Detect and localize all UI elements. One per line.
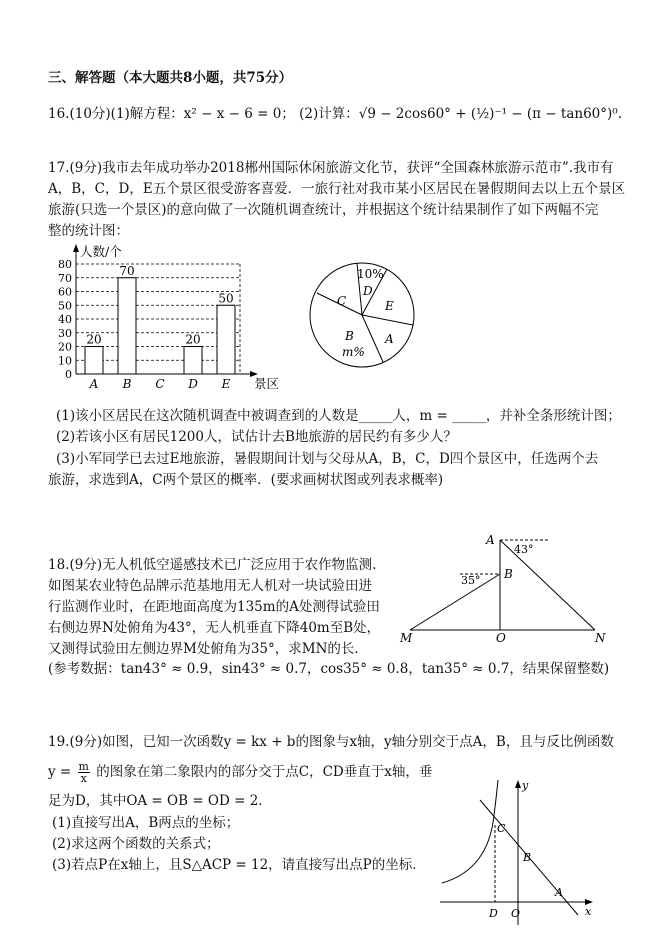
label-c: C [497, 822, 506, 835]
q17-part-3: (3)小军同学已去过E地旅游，暑假期间计划与父母从A，B，C，D四个景区中，任选两个去 [56, 451, 599, 467]
q18-figure [390, 530, 620, 645]
pie-label-d: D [363, 284, 373, 298]
bar-value-label: 50 [218, 291, 234, 306]
angle-35: 35° [461, 574, 481, 587]
q18-line: 如图某农业特色品牌示范基地用无人机对一块试验田进 [48, 578, 372, 594]
bar-chart [40, 238, 280, 393]
y-tick-label: 60 [58, 285, 72, 299]
y-tick-label: 50 [58, 299, 72, 313]
pie-label-a: A [385, 332, 394, 346]
pie-divider [362, 315, 383, 362]
category-label: E [221, 377, 231, 391]
pie-chart [305, 258, 420, 373]
label-o: O [511, 907, 521, 920]
category-label: D [188, 377, 198, 391]
q19-part-1: (1)直接写出A，B两点的坐标； [52, 815, 240, 831]
bar-b [118, 278, 136, 374]
label-a: A [555, 886, 563, 899]
bar-value-label: 20 [86, 332, 102, 347]
angle-43: 43° [514, 543, 534, 556]
q19-line1: 19.(9分)如图，已知一次函数y = kx + b的图象与x轴，y轴分别交于点A，B，且与反比例函数 [48, 734, 614, 750]
question-16: 16.(10分)(1)解方程：x² − x − 6 = 0； (2)计算：√9 − 2cos60° + (½)⁻¹ − (π − tan60°)⁰. [48, 106, 622, 122]
point-n: N [595, 631, 606, 645]
q18-line: 右侧边界N处俯角为43°，无人机垂直下降40m至B处， [48, 620, 381, 636]
bar-a [85, 347, 103, 375]
bar-d [184, 347, 202, 375]
y-tick-label: 40 [58, 313, 72, 326]
bar-e [217, 305, 235, 374]
bar-chart-xlabel: 景区 [254, 376, 280, 391]
label-y: y [522, 779, 529, 792]
q18-line: 行监测作业时，在距地面高度为135m的A处测得试验田 [48, 599, 380, 615]
line-bm [410, 574, 500, 630]
q17-intro-line: 整的统计图： [48, 223, 129, 239]
q17-part-1: (1)该小区居民在这次随机调查中被调查到的人数是_____人，m = _____，并补全条形统计图； [56, 408, 621, 424]
pie-annotation: 10% [357, 267, 384, 281]
q19-line2 [48, 760, 432, 784]
pie-label-c: C [337, 294, 347, 308]
y-tick-label: 30 [58, 326, 72, 340]
q17-intro-line: 17.(9分)我市去年成功举办2018郴州国际休闲旅游文化节，获评“全国森林旅游示范市”.我市有 [48, 160, 614, 176]
pie-annotation-m: m% [342, 345, 365, 359]
point-a: A [486, 533, 495, 547]
q19-part-2: (2)求这两个函数的关系式； [52, 836, 220, 852]
point-o: O [496, 631, 506, 645]
hyperbola-curve [442, 780, 498, 883]
point-b: B [504, 567, 513, 581]
fraction-denominator: x [80, 772, 87, 785]
category-label: B [122, 377, 132, 391]
bar-value-label: 70 [119, 263, 135, 278]
section-header: 三、解答题（本大题共8小题，共75分） [48, 70, 293, 86]
point-m: M [400, 631, 413, 645]
category-label: C [155, 377, 165, 391]
q19-figure [430, 775, 600, 935]
label-x: x [585, 905, 592, 918]
y-tick-label: 0 [65, 368, 72, 381]
bar-chart-ylabel: 人数/个 [80, 244, 122, 259]
y-tick-label: 20 [58, 340, 72, 354]
q17-part-3-cont: 旅游，求选到A，C两个景区的概率．(要求画树状图或列表求概率) [48, 472, 444, 488]
q19-line2-suffix: 的图象在第二象限内的部分交于点C，CD垂直于x轴，垂 [96, 764, 433, 780]
y-tick-label: 70 [58, 271, 72, 285]
q18-line: 18.(9分)无人机低空遥感技术已广泛应用于农作物监测. [48, 557, 377, 573]
pie-label-e: E [385, 299, 394, 313]
bar-value-label: 20 [185, 332, 201, 347]
q17-intro-line: A，B，C，D，E五个景区很受游客喜爱．一旅行社对我市某小区居民在暑假期间去以上五个景区 [48, 181, 626, 197]
y-tick-label: 80 [58, 258, 72, 271]
q19-line3: 足为D，其中OA = OB = OD = 2． [48, 793, 272, 809]
q18-reference: (参考数据：tan43° ≈ 0.9，sin43° ≈ 0.7，cos35° ≈ 0.8，tan35° ≈ 0.7，结果保留整数) [48, 661, 610, 677]
category-label: A [89, 377, 99, 391]
q18-line: 又测得试验田左侧边界M处俯角为35°，求MN的长． [48, 641, 368, 657]
fraction-numerator: m [78, 760, 89, 773]
fraction [78, 761, 90, 784]
label-b: B [523, 851, 532, 864]
q19-part-3: (3)若点P在x轴上，且S△ACP = 12，请直接写出点P的坐标． [52, 857, 426, 873]
pie-divider [362, 315, 413, 325]
pie-label-b: B [345, 329, 354, 343]
q17-part-2: (2)若该小区有居民1200人，试估计去B地旅游的居民约有多少人？ [56, 429, 457, 445]
y-axis-arrow [515, 780, 521, 788]
label-d: D [489, 907, 498, 920]
q17-intro-line: 旅游(只选一个景区)的意向做了一次随机调查统计，并根据这个统计结果制作了如下两幅不完 [48, 202, 599, 218]
q19-line2-prefix: y = [48, 764, 72, 780]
y-tick-label: 10 [58, 354, 72, 368]
